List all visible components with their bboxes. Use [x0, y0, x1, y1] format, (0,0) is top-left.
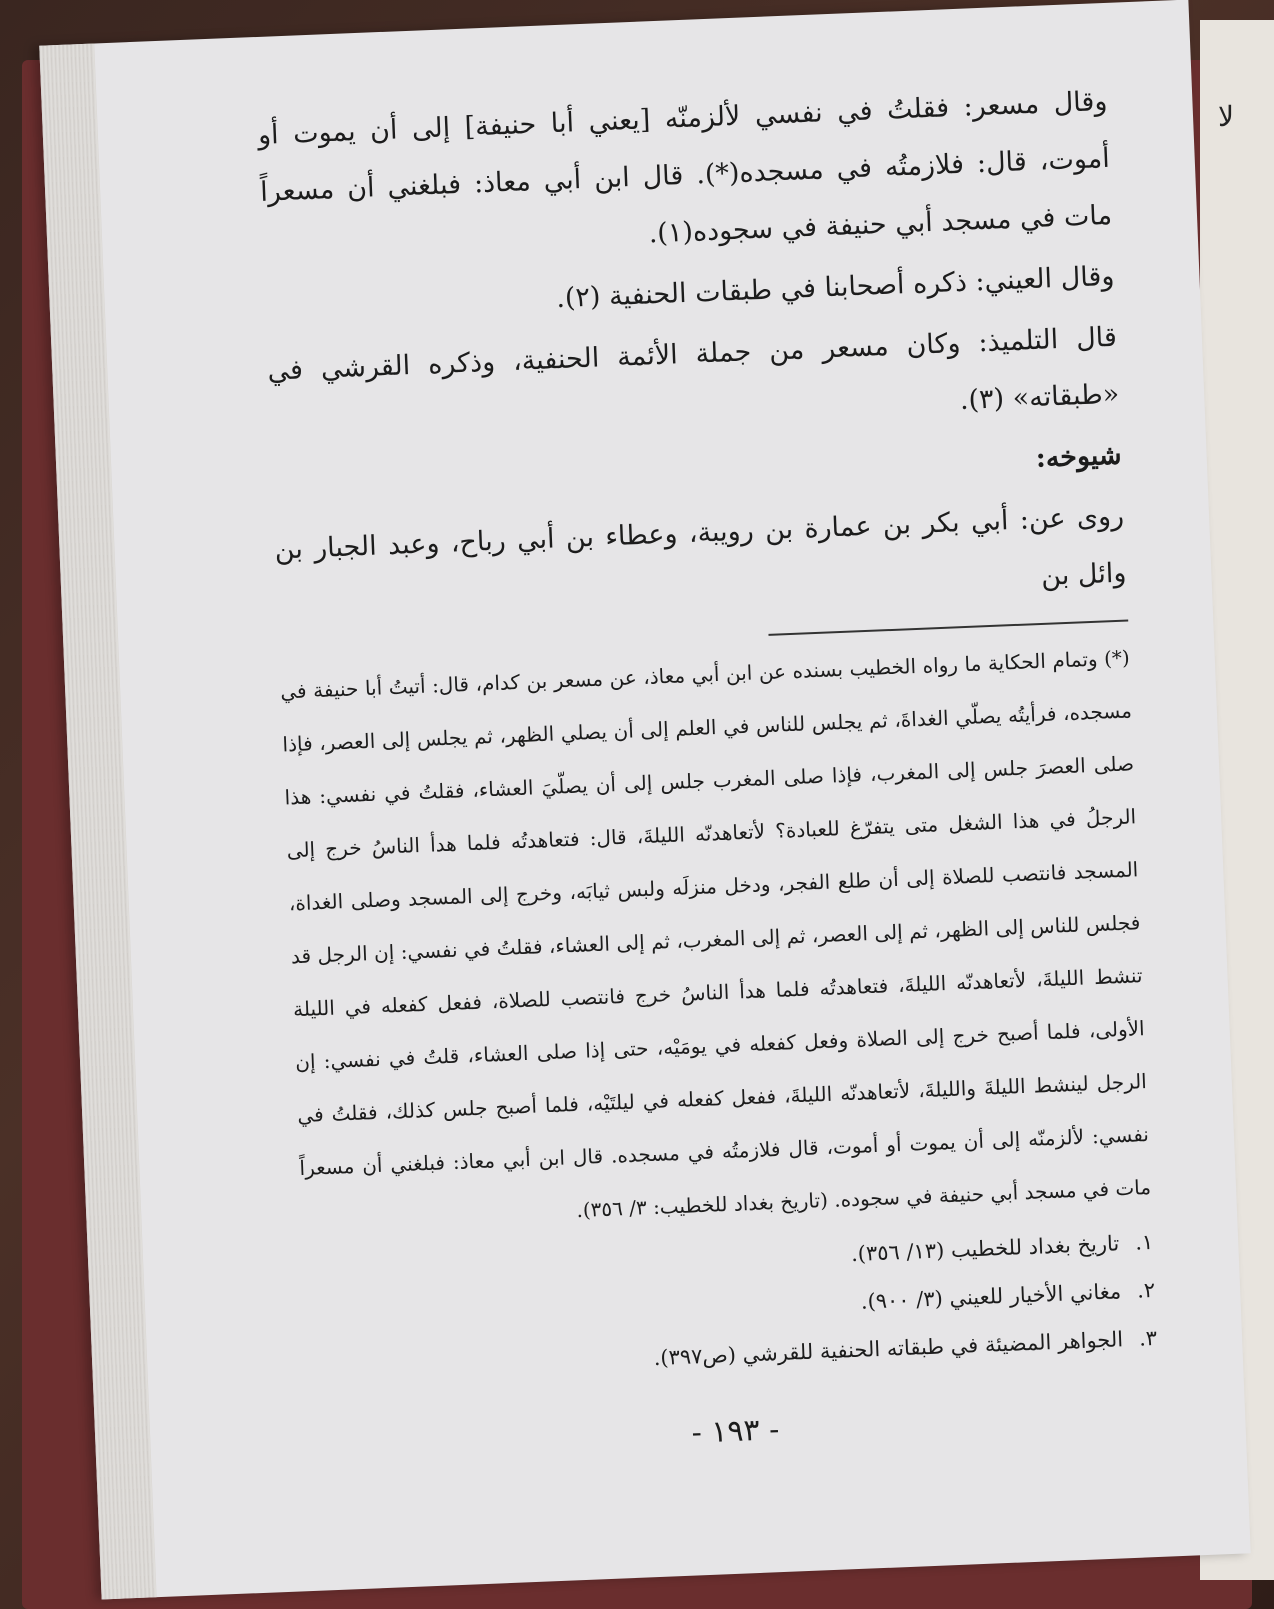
- paragraph-mis-ar: وقال مسعر: فقلتُ في نفسي لألزمنّه [يعني أبا حنيفة] إلى أن يموت أو أموت، قال: فلازمتُه في مسجده(*). قال ابن أبي معاذ: فبلغني أن مسعراً مات في مسجد أبي حنيفة في سجوده(١).: [257, 85, 1113, 250]
- page-content: [257, 73, 1161, 1466]
- book-page: [39, 0, 1250, 1599]
- reference-number: ٢.: [1136, 1277, 1156, 1303]
- section-heading-shuyukh: شيوخه:: [1035, 439, 1123, 475]
- paragraph-narrated-from: روى عن: أبي بكر بن عمارة بن رويبة، وعطاء بن أبي رباح، وعبد الجبار بن وائل بن: [274, 500, 1127, 592]
- reference-number: ١.: [1134, 1229, 1154, 1255]
- next-page-fragment: لا: [1218, 100, 1234, 133]
- reference-text: الجواهر المضيئة في طبقاته الحنفية للقرشي (ص٣٩٧).: [653, 1327, 1124, 1371]
- paragraph-student: قال التلميذ: وكان مسعر من جملة الأئمة الحنفية، وذكره القرشي في «طبقاته» (٣).: [266, 321, 1120, 417]
- footnote-star: (*) وتمام الحكاية ما رواه الخطيب بسنده عن ابن أبي معاذ، عن مسعر بن كدام، قال: أتيتُ أبا حنيفة في مسجده، فرأيتُه يصلّي الغداةَ، ثم يجلس للناس في العلم إلى أن يصلي الظهر، ثم يجلس إلى العصر، فإذا صلى العصرَ جلس إلى المغرب، فإذا صلى المغرب جلس إلى أن يصلّيَ العشاء، فقلتُ في نفسي: هذا الرجلُ في هذا الشغل متى يتفرّغ للعبادة؟ لأتعاهدنّه الليلةَ، قال: فتعاهدتُه فلما هدأ الناسُ خرج إلى المسجد فانتصب للصلاة إلى أن طلع الفجر، ودخل منزلَه ولبس ثيابَه، وخرج إلى المسجد وصلى الغداة، فجلس للناس إلى الظهر، ثم إلى العصر، ثم إلى المغرب، ثم إلى العشاء، فقلتُ في نفسي: إن الرجل قد تنشط الليلةَ، لأتعاهدنّه الليلةَ، فتعاهدتُه فلما هدأ الناسُ خرج فانتصب للصلاة، ففعل كفعله في الليلة الأولى، فلما أصبح خرج إلى الصلاة وفعل كفعله في يومَيْه، حتى إذا صلى العشاء، قلتُ في نفسي: إن الرجل لينشط الليلةَ والليلةَ، لأتعاهدنّه الليلةَ، ففعل كفعله في ليلتَيْه، فلما أصبح جلس كذلك، فقلتُ في نفسي: لألزمنّه إلى أن يموت أو أموت، قال فلازمتُه في مسجده. قال ابن أبي معاذ: فبلغني أن مسعراً مات في مسجد أبي حنيفة في سجوده. (تاريخ بغداد للخطيب: ٣/ ٣٥٦).: [279, 645, 1152, 1223]
- reference-text: مغاني الأخيار للعيني (٣/ ٩٠٠).: [860, 1279, 1122, 1314]
- footnote-references: [303, 1218, 1158, 1396]
- paragraph-al-ayni: وقال العيني: ذكره أصحابنا في طبقات الحنفية (٢).: [555, 260, 1116, 315]
- page-number: - ١٩٣ -: [690, 1412, 780, 1451]
- main-text: [257, 73, 1128, 636]
- reference-number: ٣.: [1138, 1325, 1158, 1351]
- reference-text: تاريخ بغداد للخطيب (١٣/ ٣٥٦).: [850, 1231, 1120, 1267]
